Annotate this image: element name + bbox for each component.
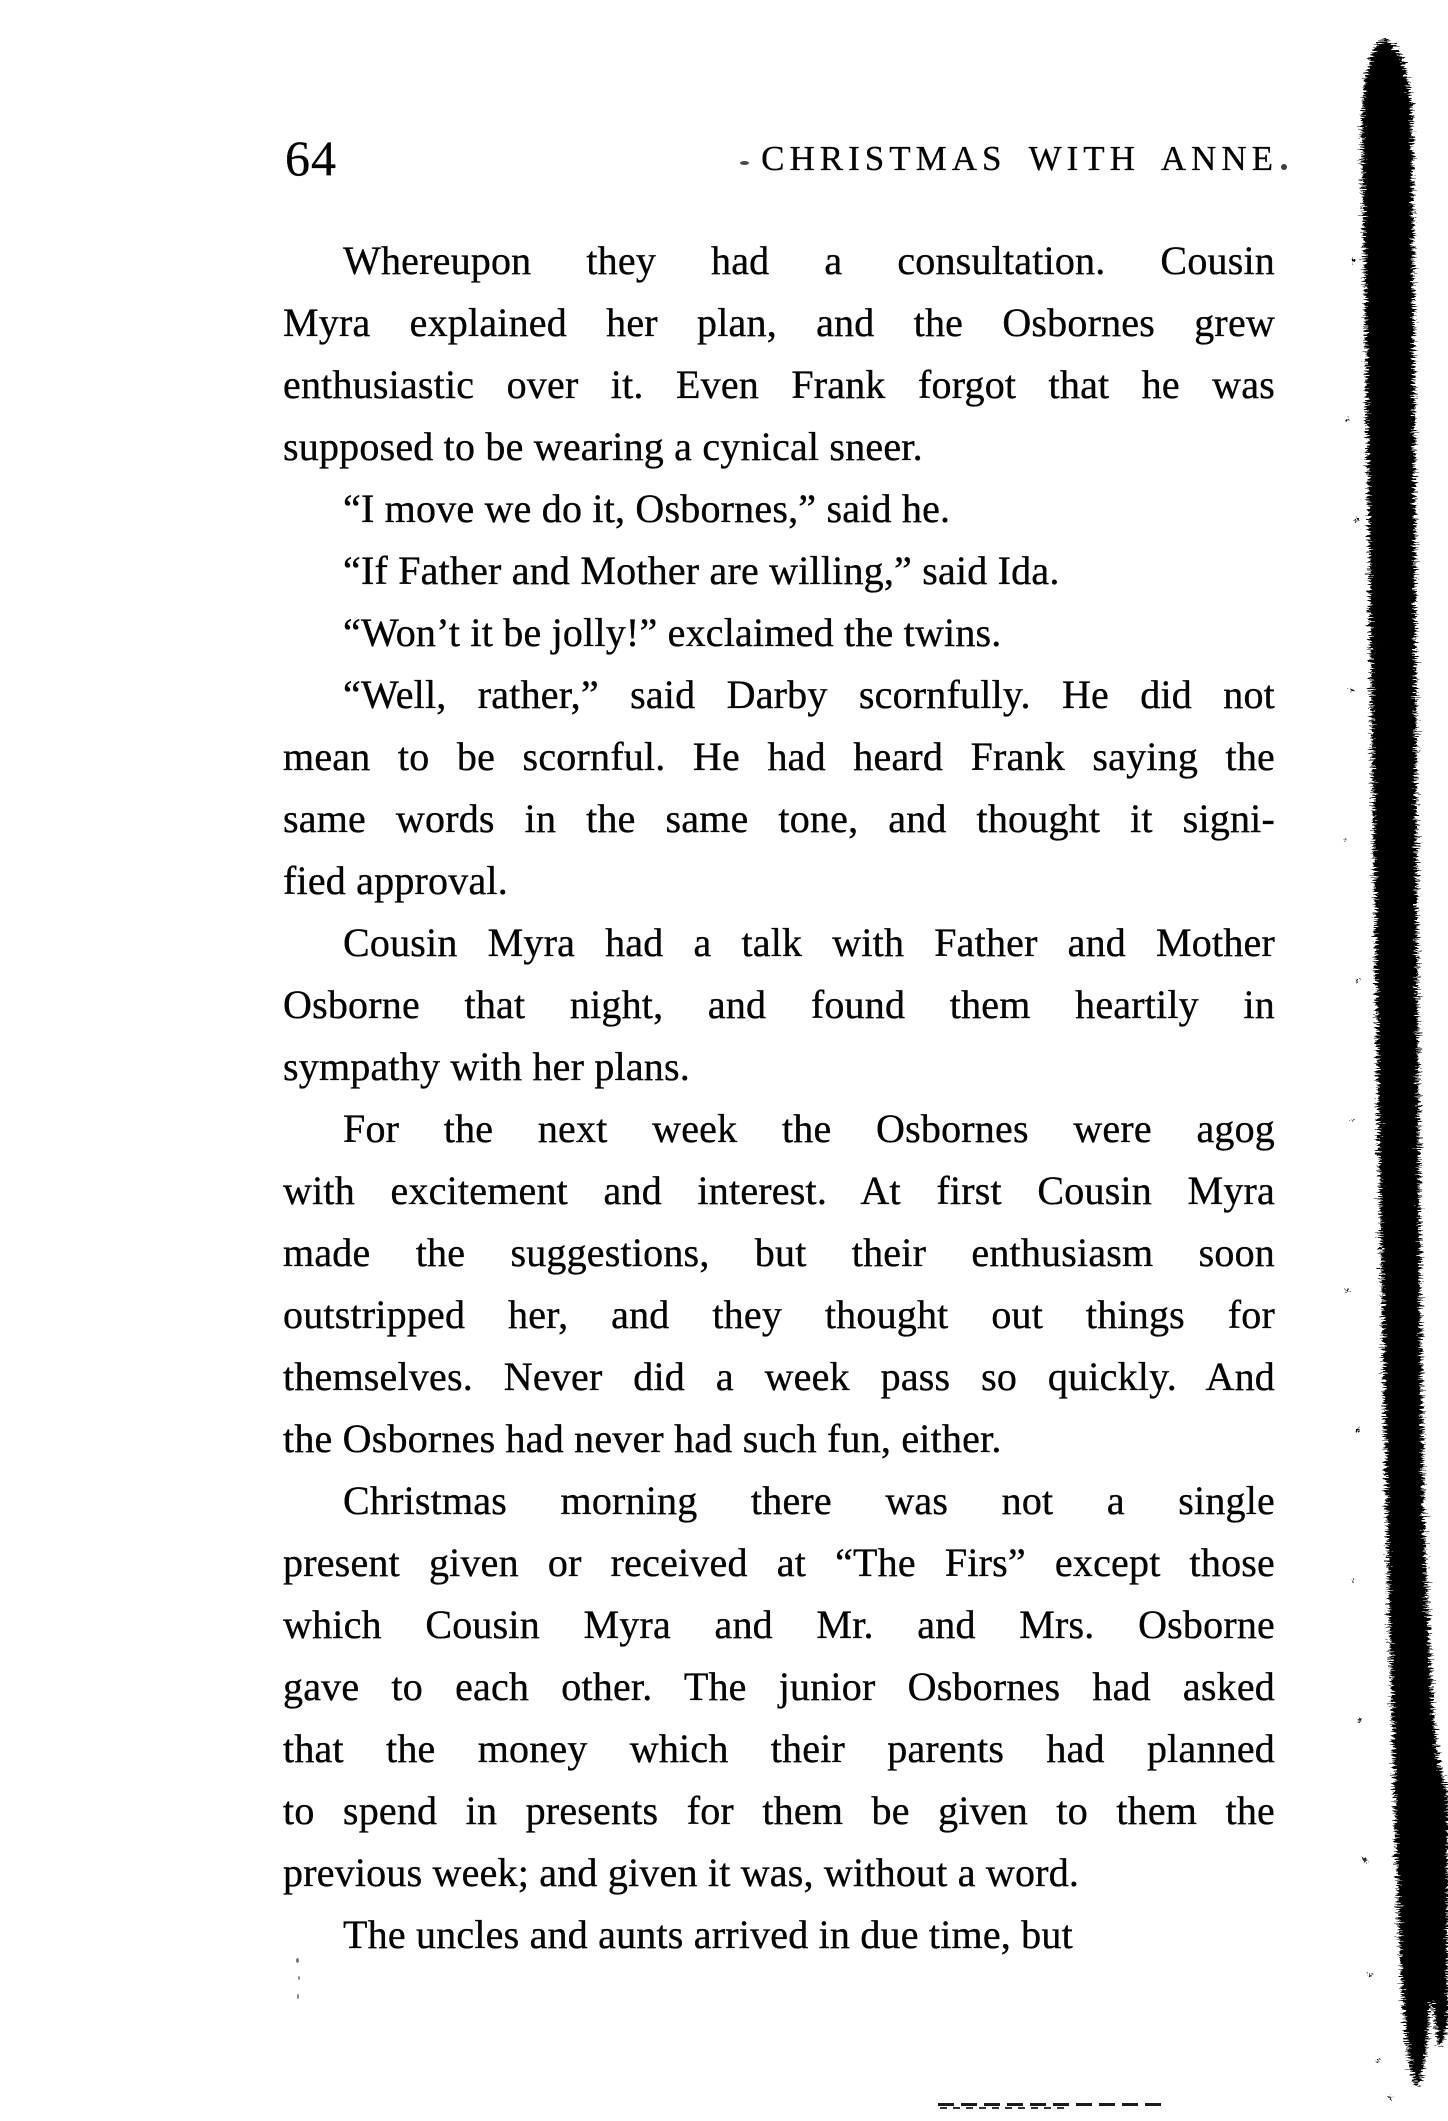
text-line: that the money which their parents had planned — [283, 1726, 1275, 1771]
text-line: made the suggestions, but their enthusiasm soon — [283, 1230, 1275, 1275]
paragraph — [283, 602, 1275, 664]
body-text — [283, 230, 1275, 1966]
text-line: Christmas morning there was not a single — [343, 1478, 1275, 1523]
text-line: Whereupon they had a consultation. Cousin — [343, 238, 1275, 283]
text-line: same words in the same tone, and thought it signi- — [283, 796, 1275, 841]
text-line: Myra explained her plan, and the Osbornes grew — [283, 300, 1275, 345]
page-edge-scan-band — [1318, 0, 1448, 2121]
paragraph — [283, 1098, 1275, 1470]
text-line: Osborne that night, and found them heartily in — [283, 982, 1275, 1027]
dash-row — [940, 2107, 1070, 2109]
text-line: outstripped her, and they thought out things for — [283, 1292, 1275, 1337]
text-line: enthusiastic over it. Even Frank forgot that he was — [283, 362, 1275, 407]
text-line: present given or received at “The Firs” except those — [283, 1540, 1275, 1585]
paragraph — [283, 664, 1275, 912]
text-line: to spend in presents for them be given to them the — [283, 1788, 1275, 1833]
scan-artifact-dashed-line — [938, 2103, 1162, 2111]
scan-speck — [740, 161, 749, 165]
scan-speck — [298, 1976, 300, 1980]
paragraph — [283, 912, 1275, 1098]
text-line: “I move we do it, Osbornes,” said he. — [343, 486, 951, 531]
text-line: “Won’t it be jolly!” exclaimed the twins. — [343, 610, 1002, 655]
text-line: previous week; and given it was, without a word. — [283, 1850, 1080, 1895]
scan-speck — [296, 1958, 299, 1963]
text-line: mean to be scornful. He had heard Frank saying the — [283, 734, 1275, 779]
running-header: CHRISTMAS WITH ANNE — [761, 139, 1278, 178]
text-line: supposed to be wearing a cynical sneer. — [283, 424, 923, 469]
scan-speck — [297, 1994, 299, 1999]
text-line: sympathy with her plans. — [283, 1044, 690, 1089]
text-line: The uncles and aunts arrived in due time, but — [343, 1912, 1073, 1957]
text-line: Cousin Myra had a talk with Father and Mother — [343, 920, 1275, 965]
paragraph — [283, 1470, 1275, 1904]
text-line: For the next week the Osbornes were agog — [343, 1106, 1275, 1151]
text-line: “Well, rather,” said Darby scornfully. He did not — [343, 672, 1275, 717]
dash-row — [938, 2103, 1162, 2106]
paragraph — [283, 1904, 1275, 1966]
paragraph — [283, 478, 1275, 540]
text-line: gave to each other. The junior Osbornes had asked — [283, 1664, 1275, 1709]
scan-speck — [1281, 164, 1287, 170]
paragraph — [283, 540, 1275, 602]
text-line: with excitement and interest. At first Cousin Myra — [283, 1168, 1275, 1213]
text-line: themselves. Never did a week pass so quickly. And — [283, 1354, 1275, 1399]
text-line: fied approval. — [283, 858, 508, 903]
paragraph — [283, 230, 1275, 478]
text-line: the Osbornes had never had such fun, either. — [283, 1416, 1002, 1461]
page-number: 64 — [285, 130, 337, 186]
text-line: which Cousin Myra and Mr. and Mrs. Osborne — [283, 1602, 1275, 1647]
text-line: “If Father and Mother are willing,” said Ida. — [343, 548, 1060, 593]
